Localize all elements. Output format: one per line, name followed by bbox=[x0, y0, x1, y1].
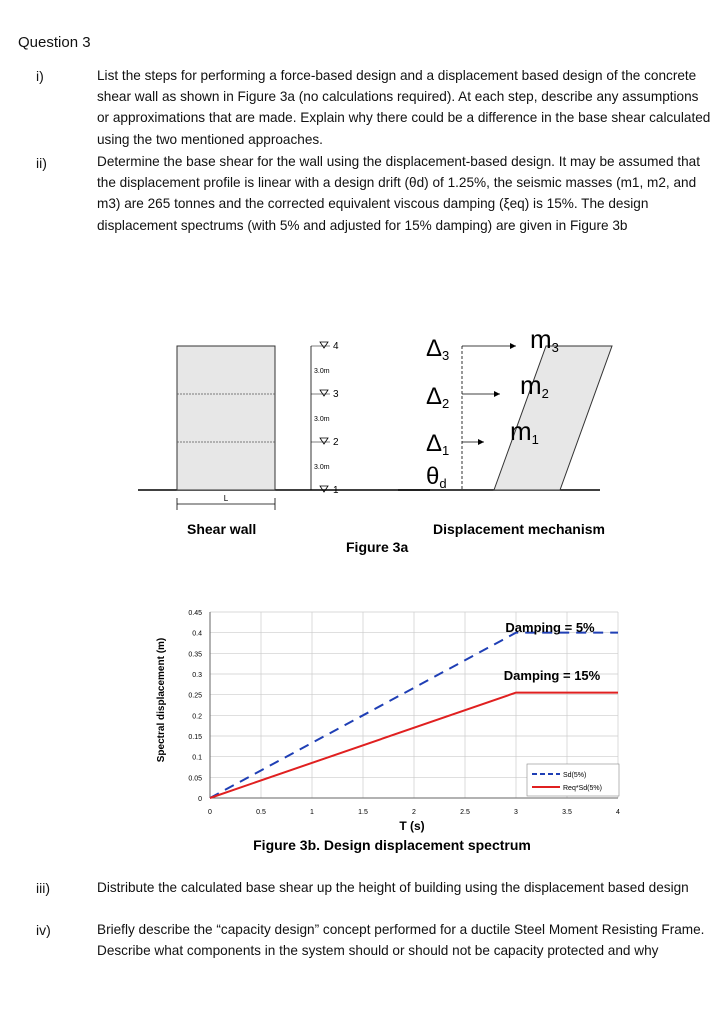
x-tick-label: 3 bbox=[514, 809, 518, 816]
y-axis-label: Spectral displacement (m) bbox=[156, 637, 167, 763]
y-tick-label: 0.35 bbox=[188, 651, 202, 659]
figure-3a-caption: Figure 3a bbox=[346, 539, 409, 555]
y-tick-label: 0.45 bbox=[188, 610, 202, 617]
x-tick-label: 0.5 bbox=[256, 809, 266, 816]
delta-2: Δ2 bbox=[426, 383, 450, 411]
figure-3b-caption: Figure 3b. Design displacement spectrum bbox=[253, 837, 531, 853]
storey-height-3: 3.0m bbox=[314, 368, 330, 375]
level-4: 4 bbox=[333, 341, 339, 352]
y-tick-label: 0.05 bbox=[188, 775, 202, 783]
x-tick-label: 4 bbox=[616, 809, 620, 816]
figure-3a bbox=[130, 318, 650, 558]
x-tick-label: 3.5 bbox=[562, 809, 572, 816]
item-number-iv: iv) bbox=[36, 922, 51, 938]
item-text-iv bbox=[97, 919, 712, 961]
item-paragraph: Distribute the calculated base shear up the height of building using the displacement based design bbox=[97, 880, 689, 895]
level-3: 3 bbox=[333, 389, 339, 400]
y-tick-label: 0.25 bbox=[188, 692, 202, 700]
annotation-damping-15: Damping = 15% bbox=[503, 668, 601, 683]
shear-wall bbox=[177, 346, 275, 490]
x-axis-label: T (s) bbox=[399, 819, 425, 833]
shear-wall-label: Shear wall bbox=[187, 521, 257, 537]
legend-label-sd5: Sd(5%) bbox=[563, 772, 587, 779]
y-tick-label: 0.15 bbox=[188, 734, 202, 741]
y-tick-label: 0.4 bbox=[192, 630, 202, 638]
item-number-ii: ii) bbox=[36, 155, 47, 171]
x-tick-label: 2.5 bbox=[460, 809, 470, 816]
item-text-i bbox=[97, 65, 712, 150]
x-tick-label: 2 bbox=[412, 809, 416, 816]
mass-1: m1 bbox=[510, 416, 539, 447]
figure-3b-chart bbox=[150, 600, 630, 860]
x-tick-label: 1 bbox=[310, 809, 314, 816]
length-label: L bbox=[223, 494, 229, 503]
delta-3: Δ3 bbox=[426, 335, 450, 363]
delta-1: Δ1 bbox=[426, 430, 450, 458]
x-tick-label: 0 bbox=[208, 809, 212, 816]
x-tick-label: 1.5 bbox=[358, 809, 368, 816]
annotation-damping-5: Damping = 5% bbox=[505, 620, 595, 635]
item-paragraph: Determine the base shear for the wall using the displacement-based design. It may be assumed that the displacement profile is linear with a design drift (θd) of 1.25%, the seismic masses (m1, m2, and m3) are 265 tonnes and the corrected equivalent viscous damping (ξeq) is 15%. The design displacement spectrums (with 5% and adjusted for 15% damping) are given in Figure 3b bbox=[97, 154, 700, 233]
legend-label-req: Req*Sd(5%) bbox=[563, 785, 602, 792]
question-title: Question 3 bbox=[18, 34, 91, 51]
item-paragraph: List the steps for performing a force-based design and a displacement based design of the concrete shear wall as shown in Figure 3a (no calculations required). At each step, describe any assumptions or approximations that are made. Explain why there could be a difference in the base shear calculated using the two mentioned approaches. bbox=[97, 68, 711, 147]
mechanism-label: Displacement mechanism bbox=[433, 521, 605, 537]
item-number-i: i) bbox=[36, 68, 44, 84]
mass-3: m3 bbox=[530, 324, 559, 355]
storey-height-1: 3.0m bbox=[314, 464, 330, 471]
item-paragraph: Briefly describe the “capacity design” concept performed for a ductile Steel Moment Resisting Frame. Describe what components in the system should or should not be capacity protected and why bbox=[97, 922, 705, 959]
y-tick-label: 0.3 bbox=[192, 672, 202, 679]
mass-2: m2 bbox=[520, 370, 549, 401]
item-number-iii: iii) bbox=[36, 880, 50, 896]
y-tick-label: 0.2 bbox=[192, 713, 202, 721]
item-text-iii bbox=[97, 877, 712, 898]
theta-d: θd bbox=[426, 463, 447, 491]
y-tick-label: 0.1 bbox=[192, 754, 202, 762]
y-tick-label: 0 bbox=[198, 796, 202, 803]
item-text-ii bbox=[97, 151, 712, 236]
level-1: 1 bbox=[333, 485, 339, 496]
level-2: 2 bbox=[333, 437, 339, 448]
storey-height-2: 3.0m bbox=[314, 416, 330, 423]
